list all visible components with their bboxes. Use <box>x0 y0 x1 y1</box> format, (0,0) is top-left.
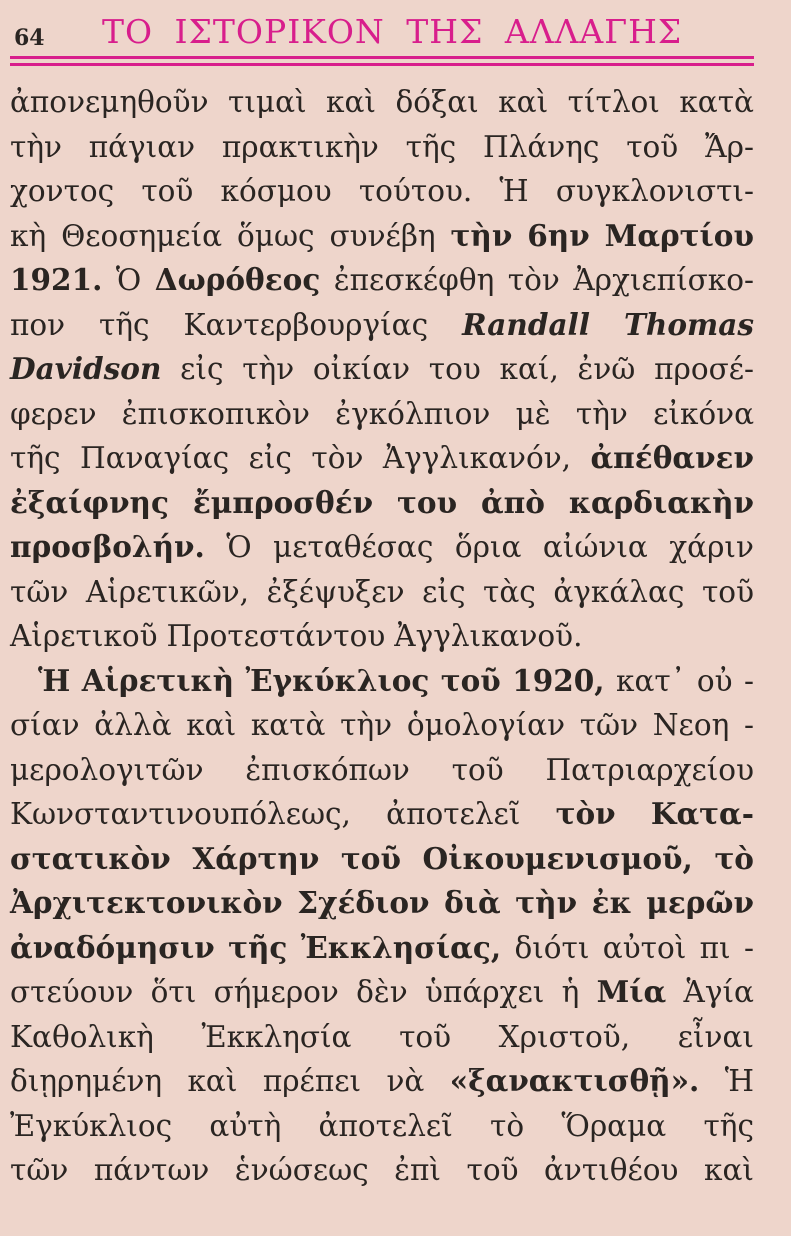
text-word: μερολογιτῶν <box>10 752 204 787</box>
text-word: Randall <box>462 306 590 342</box>
text-line <box>10 837 754 882</box>
text-word: αὐτοὶ <box>602 930 687 965</box>
text-word: ἀποτελεῖ <box>318 1108 453 1143</box>
text-word: Ἄρ- <box>704 129 754 164</box>
text-word: Χριστοῦ, <box>498 1019 631 1054</box>
text-word: τοῦ <box>701 574 754 609</box>
text-line <box>10 792 754 837</box>
text-word: Κατα- <box>650 796 754 831</box>
text-word: πρακτικὴν <box>221 129 379 164</box>
text-word: Ἐγκύκλιος <box>245 662 430 698</box>
text-word: ἡ <box>561 975 580 1009</box>
text-word: ἔμπροσθέν <box>192 484 374 520</box>
text-word: ἀποτελεῖ <box>386 797 521 831</box>
text-word: Ἡ <box>38 662 71 698</box>
text-word: τοῦ <box>440 662 501 698</box>
text-line <box>10 570 754 615</box>
text-word: Πλάνης <box>482 129 600 164</box>
text-word: ἐξέψυξεν <box>266 574 405 609</box>
text-word: τοῦ <box>399 1019 452 1054</box>
text-word: ὅρια <box>454 530 522 564</box>
text-word: ἐπισκόπων <box>245 752 410 787</box>
text-word: ἀναδόμησιν <box>10 929 215 965</box>
text-word: διότι <box>514 930 590 965</box>
text-word: Θεοσημεία <box>61 218 223 253</box>
text-word: ἐπεσκέφθη <box>333 263 495 297</box>
text-word: τῆς <box>405 129 457 164</box>
text-word: Davidson <box>10 351 162 386</box>
text-word: ἀγκάλας <box>553 574 685 609</box>
text-word: δόξαι <box>395 85 479 119</box>
text-word: τὴν <box>515 885 578 920</box>
text-word: εἰς <box>422 574 466 609</box>
text-word: πι <box>699 930 731 965</box>
text-word: τῶν <box>579 708 639 742</box>
text-line <box>10 614 754 659</box>
text-word: τῆς <box>99 307 150 342</box>
text-word: Καθολικὴ <box>10 1019 154 1054</box>
text-word: Οἰκουμενισμοῦ, <box>422 840 693 876</box>
text-word: Κωνσταντινουπόλεως, <box>10 797 351 831</box>
text-word: οἰκίαν <box>312 352 411 386</box>
text-word: Ἡ <box>499 174 529 208</box>
text-word: εἰς <box>248 441 292 475</box>
text-word: τὴν <box>450 217 513 253</box>
text-line <box>10 881 754 926</box>
text-word: τὸ <box>714 840 754 876</box>
text-word: καὶ <box>187 1064 238 1098</box>
text-word: καὶ <box>704 1153 754 1187</box>
text-word: τῶν <box>10 1153 69 1187</box>
text-word: μεταθέσας <box>273 530 434 564</box>
text-line <box>10 1148 754 1193</box>
text-word: κατὰ <box>250 708 326 742</box>
text-word: χάριν <box>669 530 754 564</box>
text-word: τὸν <box>311 441 364 475</box>
text-word: - <box>743 663 754 698</box>
text-word: Ἁγία <box>683 975 754 1009</box>
text-word: καί, <box>499 352 559 386</box>
text-word: Μαρτίου <box>604 217 754 253</box>
text-word: ἀπονεμηθοῦν <box>10 85 209 119</box>
text-word: Ὅραμα <box>561 1108 667 1143</box>
text-word: ἐκ <box>591 885 632 920</box>
text-word: - <box>743 708 754 742</box>
text-word: σήμερον <box>213 975 339 1009</box>
text-word: κόσμου <box>220 174 332 208</box>
text-word: νὰ <box>386 1064 425 1098</box>
text-word: Ἀρχιεπίσκο- <box>573 263 754 297</box>
text-word: Προτεστάντου <box>166 619 386 653</box>
text-word: αἰώνια <box>542 530 648 564</box>
text-word: διὰ <box>444 885 501 920</box>
text-word: Ἡ <box>724 1064 754 1098</box>
text-word: Ἐγκύκλιος <box>10 1108 173 1143</box>
text-line <box>10 1059 754 1104</box>
text-word: Αἱρετικὴ <box>81 662 235 698</box>
text-word: κὴ <box>10 218 47 253</box>
text-line <box>10 303 754 348</box>
text-word: τῶν <box>10 574 69 609</box>
text-line <box>10 525 754 570</box>
page-header <box>10 10 755 58</box>
text-word: πρέπει <box>262 1064 362 1098</box>
text-word: ἀλλὰ <box>94 708 172 742</box>
text-word: οὐ <box>696 663 733 698</box>
text-word: πον <box>10 307 66 342</box>
text-line <box>10 659 754 704</box>
text-word: τὴν <box>575 396 628 431</box>
text-word: τούτου. <box>358 174 473 208</box>
text-word: συνέβη <box>329 218 436 253</box>
text-word: εἰς <box>180 352 224 386</box>
text-word: τίτλοι <box>567 85 660 119</box>
text-word: προσβολήν. <box>10 529 205 564</box>
text-word: καὶ <box>326 85 376 119</box>
text-word: - <box>743 930 754 965</box>
text-word: του <box>397 484 458 520</box>
text-word: τῆς <box>10 441 61 475</box>
text-word: Ὁ <box>226 530 252 564</box>
header-rule-top <box>10 56 754 59</box>
text-word: μὲ <box>515 396 551 431</box>
text-word: δὲν <box>356 975 408 1009</box>
text-word: τοῦ <box>340 840 401 876</box>
text-word: ἀπέθανεν <box>590 440 754 475</box>
text-word: τοῦ <box>626 129 679 164</box>
text-word: ἑνώσεως <box>234 1153 369 1187</box>
text-word: του <box>428 352 481 386</box>
text-word: ὁμολογίαν <box>406 708 566 742</box>
text-word: Δωρόθεος <box>154 262 321 297</box>
text-word: ὑπάρχει <box>425 975 545 1009</box>
text-word: καρδιακὴν <box>568 484 754 520</box>
text-line <box>10 125 754 170</box>
text-line <box>10 214 754 259</box>
text-word: τιμαὶ <box>228 85 307 119</box>
text-word: Ἀγγλικανόν, <box>382 441 572 475</box>
text-line <box>10 1015 754 1060</box>
text-word: στεύουν <box>10 975 134 1009</box>
text-word: ἀπὸ <box>480 484 545 520</box>
text-word: Αἱρετικῶν, <box>85 574 250 609</box>
text-word: τοῦ <box>466 1153 519 1187</box>
text-line <box>10 392 754 437</box>
text-word: Χάρτην <box>192 840 320 876</box>
text-word: στατικὸν <box>10 840 171 876</box>
text-line <box>10 703 754 748</box>
text-line <box>10 347 754 392</box>
text-line <box>10 926 754 971</box>
page-number: 64 <box>14 25 45 51</box>
text-word: κατὰ <box>679 85 754 119</box>
text-line <box>10 748 754 793</box>
text-word: τῆς <box>703 1108 754 1143</box>
text-word: τὰς <box>483 574 536 609</box>
header-rule-bottom <box>10 63 754 66</box>
text-line <box>10 80 754 125</box>
running-title: ΤΟ ΙΣΤΟΡΙΚΟΝ ΤΗΣ ΑΛΛΑΓΗΣ <box>102 12 683 51</box>
text-word: πάγιαν <box>88 129 196 164</box>
text-word: Ἀρχιτεκτονικὸν <box>10 885 283 920</box>
text-line <box>10 1104 754 1149</box>
text-word: Πατριαρχείου <box>545 752 754 787</box>
text-line <box>10 258 754 303</box>
text-word: προσέ- <box>654 352 754 386</box>
text-word: ἐπισκοπικὸν <box>121 396 310 431</box>
text-word: αὐτὴ <box>209 1108 282 1143</box>
text-word: τὴν <box>242 352 295 386</box>
text-word: Καντερβουργίας <box>183 307 429 342</box>
text-word: σίαν <box>10 708 80 742</box>
text-word: τοῦ <box>451 752 504 787</box>
text-word: διῃρημένη <box>10 1064 163 1098</box>
text-word: χοντος <box>10 174 115 208</box>
text-word: 1920, <box>512 662 605 698</box>
text-word: Σχέδιον <box>297 885 430 920</box>
text-word: Μία <box>596 974 667 1009</box>
text-word: 1921. <box>10 262 103 297</box>
text-word: εἶναι <box>677 1019 754 1054</box>
text-word: τὸ <box>490 1108 525 1143</box>
text-word: Ἐκκλησίας, <box>300 929 502 965</box>
text-word: ἐνῶ <box>577 352 636 386</box>
text-word: Αἱρετικοῦ <box>10 619 158 653</box>
text-word: τὴν <box>340 708 393 742</box>
text-line <box>10 169 754 214</box>
text-word: Παναγίας <box>79 441 230 475</box>
text-word: μερῶν <box>646 885 754 920</box>
text-word: φερεν <box>10 396 97 431</box>
text-word: συγκλονιστι- <box>555 174 754 208</box>
text-word: 6ην <box>527 217 590 253</box>
text-word: ὅμως <box>237 218 315 253</box>
text-word: τῆς <box>228 929 288 965</box>
text-word: Ὁ <box>115 263 142 297</box>
text-word: τοῦ <box>141 174 194 208</box>
text-word: καὶ <box>186 708 237 742</box>
text-word: κατ᾽ <box>616 663 686 698</box>
text-word: Νεοη <box>652 708 730 742</box>
text-word: εἰκόνα <box>653 396 754 431</box>
text-word: ὅτι <box>150 975 197 1009</box>
text-word: Ἀγγλικανοῦ. <box>394 619 583 653</box>
text-word: ἐξαίφνης <box>10 484 169 520</box>
text-word: καὶ <box>498 85 549 119</box>
text-word: ἀντιθέου <box>544 1153 679 1187</box>
text-word: Thomas <box>623 306 754 342</box>
text-word: τὸν <box>507 263 560 297</box>
text-word: ἐπὶ <box>394 1153 441 1187</box>
text-word: τὴν <box>10 129 62 164</box>
text-line <box>10 436 754 481</box>
body-text <box>10 80 754 1193</box>
text-line <box>10 970 754 1015</box>
text-word: τὸν <box>555 796 616 831</box>
text-word: ἐγκόλπιον <box>335 396 491 431</box>
text-word: «ξανακτισθῇ». <box>449 1063 700 1098</box>
text-word: Ἐκκλησία <box>201 1019 352 1054</box>
text-word: πάντων <box>93 1153 210 1187</box>
text-line <box>10 481 754 526</box>
